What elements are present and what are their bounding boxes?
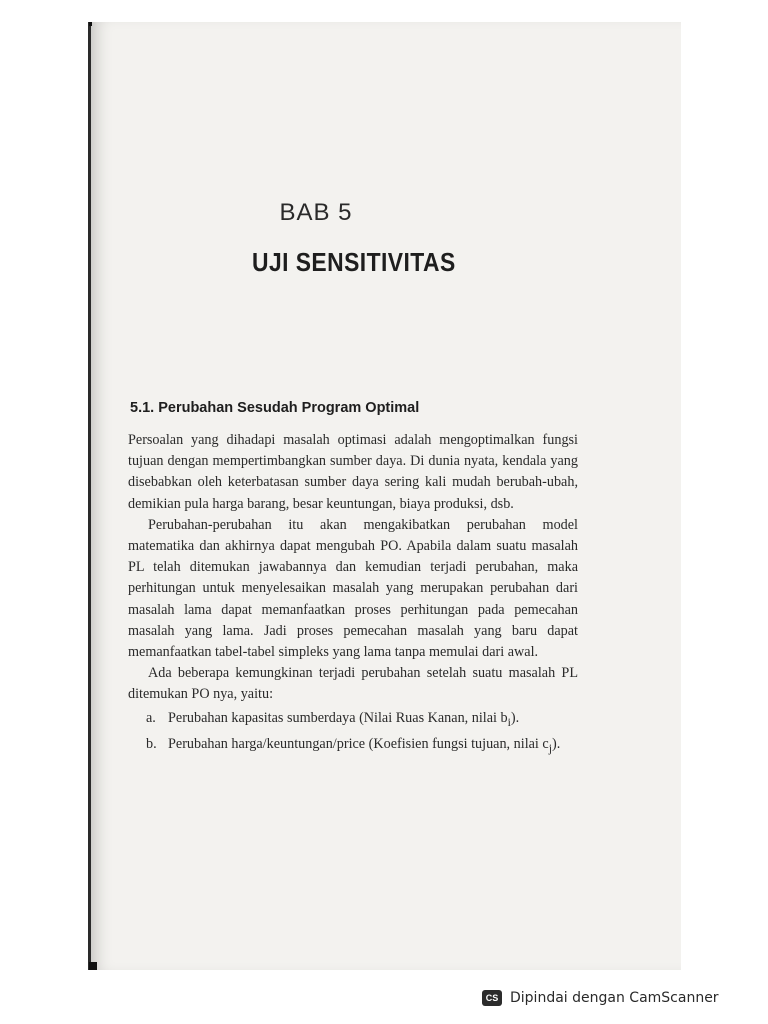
body-text (128, 430, 582, 706)
paragraph-3: Ada beberapa kemungkinan terjadi perubahan setelah suatu masalah PL ditemukan PO nya, yaitu: (128, 665, 578, 703)
watermark-text: Dipindai dengan CamScanner (510, 990, 719, 1006)
list-marker: b. (146, 735, 157, 752)
list-marker: a. (146, 709, 156, 726)
paragraph-2: Perubahan-perubahan itu akan mengakibatkan perubahan model matematika dan akhirnya dapat mengubah PO. Apabila dalam suatu masalah PL telah ditemukan jawabannya dan kemudian terjadi perubahan, maka perhitungan untuk menyelesaikan masalah yang merupakan perubahan dari masalah lama dapat memanfaatkan proses perhitungan pada pemecahan masalah yang lama. Jadi proses pemecahan masalah yang baru dapat memanfaatkan tabel-tabel simpleks yang lama tanpa memulai dari awal. (128, 516, 578, 661)
camscanner-watermark (478, 985, 729, 1011)
list-item-text: Perubahan harga/keuntungan/price (Koefisien fungsi tujuan, nilai $c_j$). (168, 735, 561, 755)
paragraph-1: Persoalan yang dihadapi masalah optimasi adalah mengoptimalkan fungsi tujuan dengan mempertimbangkan sumber daya. Di dunia nyata, kendala yang disebabkan oleh keterbatasan sumber daya sering kali mudah berubah-ubah, demikian pula harga barang, besar keuntungan, biaya produksi, dsb. (128, 432, 578, 512)
camscanner-logo-icon: CS (482, 990, 502, 1006)
chapter-label: BAB 5 (279, 199, 353, 226)
list-item-text: Perubahan kapasitas sumberdaya (Nilai Ruas Kanan, nilai $b_i$). (168, 709, 520, 729)
page-content (128, 196, 582, 760)
page-edge-mark-top (89, 22, 92, 26)
page-edge-mark-bottom (89, 962, 97, 970)
section-heading: 5.1. Perubahan Sesudah Program Optimal (130, 400, 420, 416)
list-item (146, 708, 582, 733)
change-list (146, 708, 582, 759)
chapter-title: UJI SENSITIVITAS (252, 247, 456, 277)
list-item (146, 734, 582, 759)
